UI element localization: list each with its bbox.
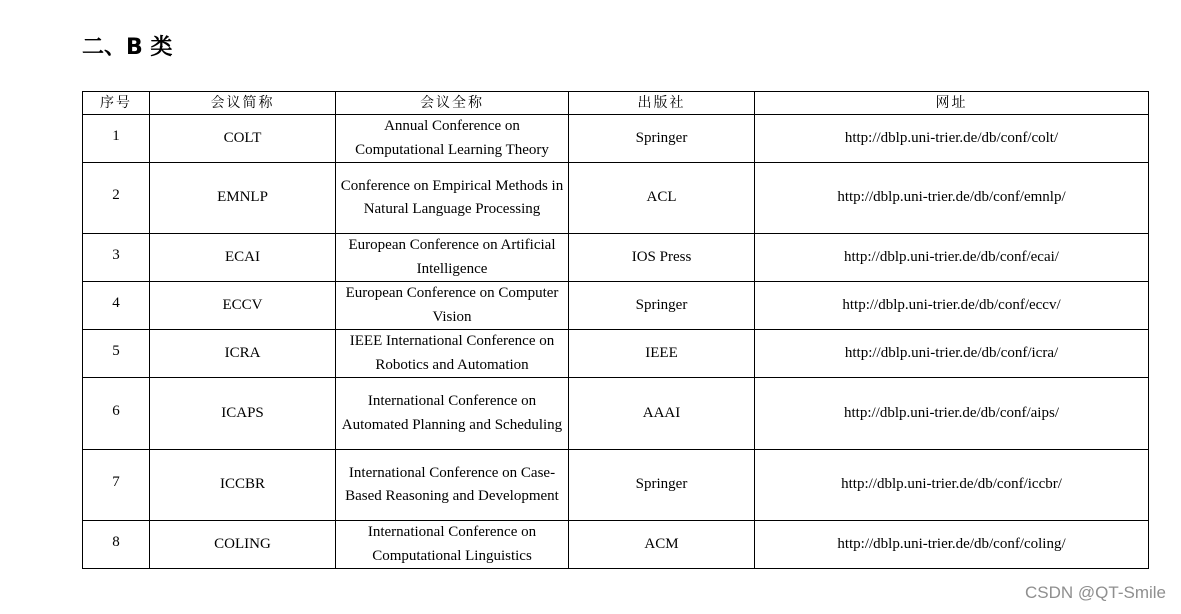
header-publisher: 出版社 <box>569 92 755 115</box>
row-url[interactable]: http://dblp.uni-trier.de/db/conf/emnlp/ <box>755 163 1149 234</box>
row-abbreviation: ICAPS <box>150 378 336 450</box>
row-full-name: European Conference on Computer Vision <box>336 282 569 330</box>
row-publisher: IEEE <box>569 330 755 378</box>
row-abbreviation: ECCV <box>150 282 336 330</box>
header-url: 网址 <box>755 92 1149 115</box>
table-row <box>83 163 1149 234</box>
row-url[interactable]: http://dblp.uni-trier.de/db/conf/colt/ <box>755 115 1149 163</box>
row-publisher: ACL <box>569 163 755 234</box>
table-row <box>83 378 1149 450</box>
row-index-text: 1 <box>112 127 120 144</box>
row-index-text: 2 <box>112 187 120 204</box>
row-url[interactable]: http://dblp.uni-trier.de/db/conf/iccbr/ <box>755 450 1149 521</box>
header-index: 序号 <box>83 92 150 115</box>
row-publisher: ACM <box>569 521 755 569</box>
row-url[interactable]: http://dblp.uni-trier.de/db/conf/eccv/ <box>755 282 1149 330</box>
row-full-name: Conference on Empirical Methods in Natural Language Processing <box>336 163 569 234</box>
row-index-text: 7 <box>112 474 120 491</box>
header-full-name: 会议全称 <box>336 92 569 115</box>
row-publisher: IOS Press <box>569 234 755 282</box>
row-index-text: 3 <box>112 246 120 263</box>
row-full-name: Annual Conference on Computational Learning Theory <box>336 115 569 163</box>
row-index-text: 4 <box>112 294 120 311</box>
table-row <box>83 450 1149 521</box>
row-full-name: European Conference on Artificial Intelligence <box>336 234 569 282</box>
row-index-text: 5 <box>112 342 120 359</box>
row-index <box>83 378 150 450</box>
row-url[interactable]: http://dblp.uni-trier.de/db/conf/icra/ <box>755 330 1149 378</box>
row-index <box>83 330 150 378</box>
table-row <box>83 282 1149 330</box>
row-url[interactable]: http://dblp.uni-trier.de/db/conf/coling/ <box>755 521 1149 569</box>
row-index <box>83 234 150 282</box>
row-index-text: 6 <box>112 402 120 419</box>
row-index <box>83 115 150 163</box>
table-row <box>83 330 1149 378</box>
row-abbreviation: COLT <box>150 115 336 163</box>
header-abbreviation: 会议简称 <box>150 92 336 115</box>
table-row <box>83 115 1149 163</box>
section-heading: 二、B 类 <box>82 35 173 60</box>
row-url[interactable]: http://dblp.uni-trier.de/db/conf/aips/ <box>755 378 1149 450</box>
row-index <box>83 282 150 330</box>
table-header-row <box>83 92 1149 115</box>
row-full-name: International Conference on Automated Planning and Scheduling <box>336 378 569 450</box>
row-abbreviation: ICRA <box>150 330 336 378</box>
row-url[interactable]: http://dblp.uni-trier.de/db/conf/ecai/ <box>755 234 1149 282</box>
row-abbreviation: ICCBR <box>150 450 336 521</box>
row-abbreviation: ECAI <box>150 234 336 282</box>
row-index <box>83 521 150 569</box>
row-abbreviation: EMNLP <box>150 163 336 234</box>
table-row <box>83 521 1149 569</box>
row-publisher: Springer <box>569 450 755 521</box>
conference-table <box>82 91 1149 569</box>
row-full-name: International Conference on Case-Based Reasoning and Development <box>336 450 569 521</box>
row-index <box>83 163 150 234</box>
row-index-text: 8 <box>112 533 120 550</box>
row-abbreviation: COLING <box>150 521 336 569</box>
row-full-name: International Conference on Computational Linguistics <box>336 521 569 569</box>
watermark: CSDN @QT-Smile <box>1025 583 1166 602</box>
row-publisher: AAAI <box>569 378 755 450</box>
row-publisher: Springer <box>569 115 755 163</box>
row-index <box>83 450 150 521</box>
row-publisher: Springer <box>569 282 755 330</box>
table-row <box>83 234 1149 282</box>
row-full-name: IEEE International Conference on Robotics and Automation <box>336 330 569 378</box>
